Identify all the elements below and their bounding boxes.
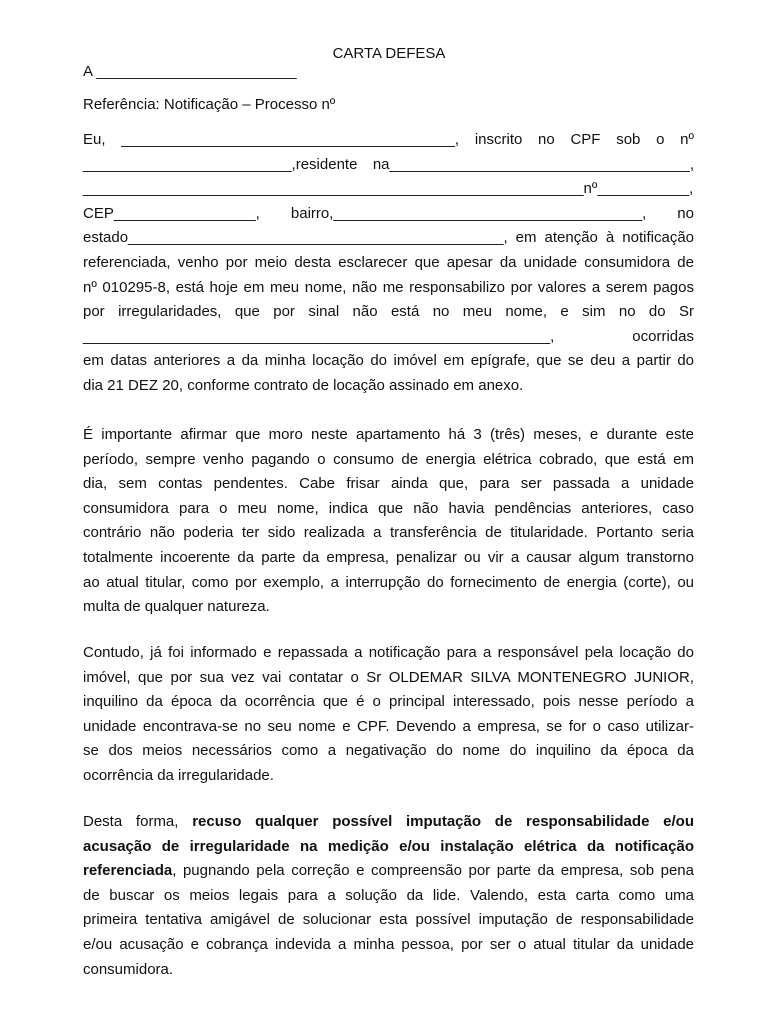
bold-text: referenciada bbox=[83, 862, 173, 880]
text-line: dia 21 DEZ 20, conforme contrato de locação assinado em anexo. bbox=[83, 376, 524, 394]
bold-text: acusação de irregularidade na medição e/ou instalação elétrica da notificação bbox=[83, 837, 694, 855]
addressee-prefix: A bbox=[83, 63, 93, 80]
text-line: nº 010295-8, está hoje em meu nome, não me responsabilizo por valores a serem pagos bbox=[83, 278, 694, 296]
document-title: CARTA DEFESA bbox=[332, 45, 446, 62]
text-line: contrário não poderia ter sido realizada a transferência de titularidade. Portanto seria bbox=[83, 524, 694, 542]
text-line: inquilino da época da ocorrência que é o principal interessado, pois nesse período a bbox=[83, 693, 694, 711]
text-line: referenciada, venho por meio desta esclarecer que apesar da unidade consumidora de bbox=[83, 253, 694, 271]
text-line: e/ou acusação e cobrança indevida a minha pessoa, por ser o atual titular da unidade bbox=[83, 935, 694, 953]
text-line: consumidora para o meu nome, indica que não havia pendências anteriores, caso bbox=[83, 499, 694, 517]
bold-text: recuso qualquer possível imputação de responsabilidade e/ou bbox=[192, 813, 694, 830]
text-line: multa de qualquer natureza. bbox=[83, 598, 270, 616]
plain-text: , pugnando pela correção e compreensão por parte da empresa, sob pena bbox=[172, 862, 694, 880]
reference-line: Referência: Notificação – Processo nº bbox=[83, 96, 336, 113]
paragraph-residence bbox=[83, 423, 694, 620]
text-line: consumidora. bbox=[83, 960, 174, 978]
text-line: por irregularidades, que por sinal não está no meu nome, e sim no do Sr bbox=[83, 303, 694, 321]
text-line: ________________________________________________________, ocorridas bbox=[83, 327, 694, 345]
text-line: _________________________,residente na____________________________________, bbox=[83, 155, 694, 173]
text-line bbox=[83, 835, 694, 860]
text-line bbox=[83, 859, 694, 884]
text-line: dia, sem contas pendentes. Cabe frisar ainda que, para ser passada a unidade bbox=[83, 475, 694, 493]
addressee-line bbox=[83, 62, 693, 82]
text-line bbox=[83, 810, 694, 835]
text-line: ____________________________________________________________nº___________, bbox=[83, 180, 694, 198]
text-line: em datas anteriores a da minha locação do imóvel em epígrafe, que se deu a partir do bbox=[83, 352, 694, 370]
paragraph-identification bbox=[83, 128, 694, 399]
text-line: CEP_________________, bairro,_____________________________________, no bbox=[83, 204, 694, 222]
paragraph-conclusion bbox=[83, 810, 694, 982]
text-line: É importante afirmar que moro neste apartamento há 3 (três) meses, e durante este bbox=[83, 426, 694, 443]
text-line: Contudo, já foi informado e repassada a notificação para a responsável pela locação do bbox=[83, 644, 694, 661]
text-line: unidade encontrava-se no seu nome e CPF. Devendo a empresa, se for o caso utilizar- bbox=[83, 717, 694, 735]
text-line: ocorrência da irregularidade. bbox=[83, 766, 274, 784]
text-line: estado_____________________________________________, em atenção à notificação bbox=[83, 229, 694, 247]
text-line: de buscar os meios legais para a solução da lide. Valendo, esta carta como uma bbox=[83, 886, 694, 904]
text-line: Eu, ________________________________________, inscrito no CPF sob o nº bbox=[83, 131, 694, 148]
text-line: ao atual titular, como por exemplo, a interrupção do fornecimento de energia (corte), ou bbox=[83, 573, 694, 591]
text-line: primeira tentativa amigável de solucionar esta possível imputação de responsabilidade bbox=[83, 911, 694, 929]
text-line: imóvel, que por sua vez vai contatar o Sr OLDEMAR SILVA MONTENEGRO JUNIOR, bbox=[83, 668, 694, 686]
text-line: se dos meios necessários como a negativação do nome do inquilino da época da bbox=[83, 742, 694, 760]
paragraph-notification bbox=[83, 641, 694, 789]
addressee-blank: ________________________ bbox=[96, 63, 297, 80]
text-line: período, sempre venho pagando o consumo de energia elétrica cobrado, que está em bbox=[83, 450, 694, 468]
plain-text: Desta forma, bbox=[83, 813, 193, 830]
text-line: totalmente incoerente da parte da empresa, penalizar ou vir a causar algum transtorno bbox=[83, 548, 694, 566]
